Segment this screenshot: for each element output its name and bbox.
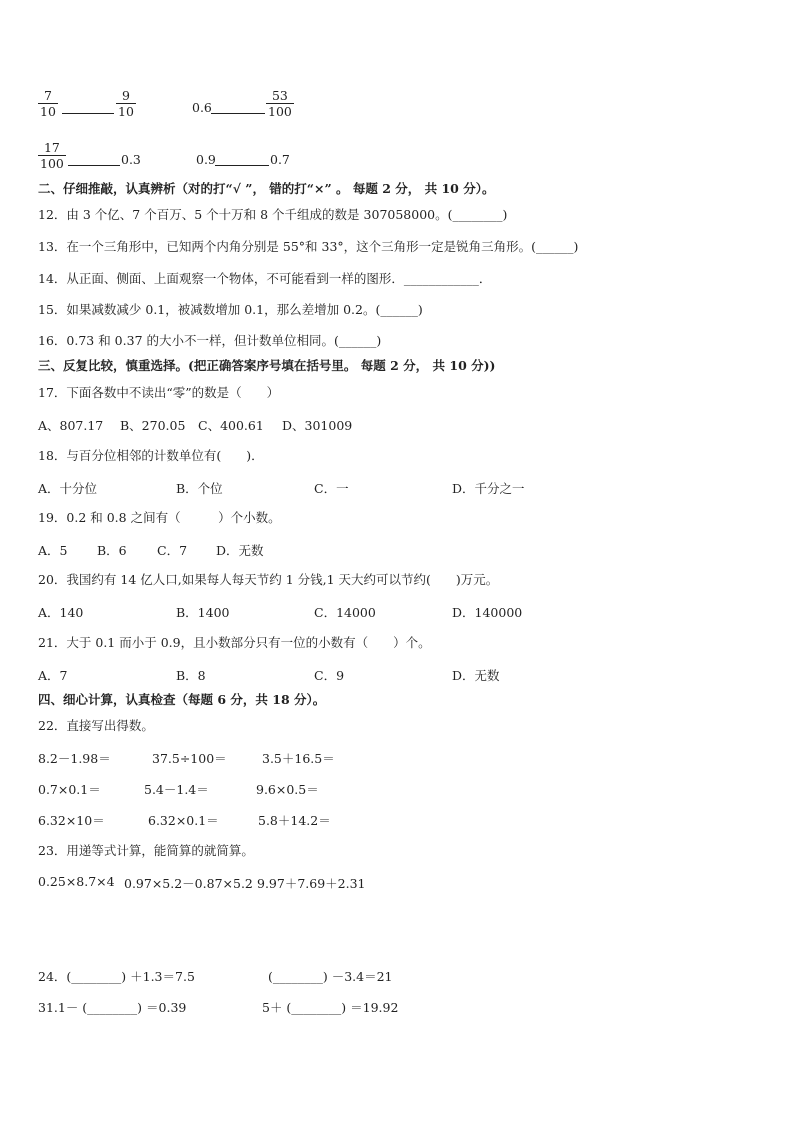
value-0.6: 0.6 [192, 100, 212, 115]
q23-item-3: 9.97＋7.69＋2.31 [257, 876, 366, 891]
q21-option-b[interactable]: B．8 [176, 668, 206, 683]
q18-option-a[interactable]: A．十分位 [38, 481, 98, 496]
calc-1-1: 8.2－1.98＝ [38, 751, 111, 766]
numerator: 7 [43, 88, 52, 103]
q19-option-b[interactable]: B．6 [97, 543, 127, 558]
q21-option-c[interactable]: C．9 [314, 668, 345, 683]
value-0.3: 0.3 [121, 152, 141, 167]
question-19: 19．0.2 和 0.8 之间有（ ）个小数。 [38, 510, 281, 525]
question-18: 18．与百分位相邻的计数单位有( )． [38, 448, 264, 463]
q17-option-d[interactable]: D、301009 [282, 418, 353, 433]
q18-option-b[interactable]: B．个位 [176, 481, 223, 496]
fraction-17-100 [38, 140, 66, 171]
question-15: 15．如果减数减少 0.1，被减数增加 0.1，那么差增加 0.2。(______) [38, 302, 423, 317]
numerator: 53 [271, 88, 288, 103]
question-21: 21．大于 0.1 而小于 0.9，且小数部分只有一位的小数有（ ）个。 [38, 635, 431, 650]
q20-option-a[interactable]: A．140 [38, 605, 84, 620]
answer-blank[interactable] [68, 165, 120, 166]
answer-blank[interactable] [62, 113, 114, 114]
q17-option-a[interactable]: A、807.17 [38, 418, 104, 433]
numerator: 17 [43, 140, 60, 155]
denominator: 10 [118, 104, 134, 119]
q20-option-b[interactable]: B．1400 [176, 605, 230, 620]
calc-1-2: 37.5÷100＝ [152, 751, 227, 766]
q24-item-1: 24．(________) ＋1.3＝7.5 [38, 969, 195, 984]
question-20: 20．我国约有 14 亿人口,如果每人每天节约 1 分钱,1 天大约可以节约( )万元。 [38, 572, 499, 587]
q20-option-d[interactable]: D．140000 [452, 605, 523, 620]
section3-heading: 三、反复比较，慎重选择。(把正确答案序号填在括号里。 每题 2 分， 共 10 分)) [38, 358, 496, 373]
answer-blank[interactable] [215, 165, 269, 166]
q17-option-b[interactable]: B、270.05 [120, 418, 186, 433]
question-14: 14．从正面、侧面、上面观察一个物体，不可能看到一样的图形．____________． [38, 271, 492, 286]
q21-option-a[interactable]: A．7 [38, 668, 68, 683]
q20-option-c[interactable]: C．14000 [314, 605, 376, 620]
q19-option-a[interactable]: A．5 [38, 543, 68, 558]
q24-item-3: 31.1－ (________) ＝0.39 [38, 1000, 187, 1015]
question-17: 17．下面各数中不读出“零”的数是（ ） [38, 385, 280, 400]
calc-3-3: 5.8＋14.2＝ [258, 813, 331, 828]
section2-heading: 二、仔细推敲，认真辨析（对的打“√ ”， 错的打“×” 。 每题 2 分， 共 10 分）。 [38, 181, 495, 196]
q24-item-4: 5＋ (________) ＝19.92 [262, 1000, 399, 1015]
q23-item-2: 0.97×5.2－0.87×5.2 [124, 876, 253, 891]
q21-option-d[interactable]: D．无数 [452, 668, 500, 683]
calc-2-1: 0.7×0.1＝ [38, 782, 101, 797]
calc-2-3: 9.6×0.5＝ [256, 782, 319, 797]
q19-option-c[interactable]: C．7 [157, 543, 188, 558]
numerator: 9 [121, 88, 130, 103]
calc-1-3: 3.5＋16.5＝ [262, 751, 335, 766]
q19-option-d[interactable]: D．无数 [216, 543, 264, 558]
question-13: 13．在一个三角形中，已知两个内角分别是 55°和 33°，这个三角形一定是锐角三角形。(______) [38, 239, 579, 254]
question-22: 22．直接写出得数。 [38, 718, 154, 733]
q18-option-c[interactable]: C．一 [314, 481, 349, 496]
fraction-9-10 [116, 88, 136, 119]
question-12: 12．由 3 个亿、7 个百万、5 个十万和 8 个千组成的数是 307058000。(________) [38, 207, 508, 222]
calc-2-2: 5.4－1.4＝ [144, 782, 209, 797]
section4-heading: 四、细心计算，认真检查（每题 6 分，共 18 分）。 [38, 692, 326, 707]
q18-option-d[interactable]: D．千分之一 [452, 481, 525, 496]
answer-blank[interactable] [211, 113, 265, 114]
denominator: 100 [268, 104, 292, 119]
q23-item-1: 0.25×8.7×4 [38, 874, 115, 889]
q24-item-2: (________) －3.4＝21 [268, 969, 393, 984]
denominator: 10 [40, 104, 56, 119]
fraction-53-100 [266, 88, 294, 119]
denominator: 100 [40, 156, 64, 171]
fraction-7-10 [38, 88, 58, 119]
question-16: 16．0.73 和 0.37 的大小不一样，但计数单位相同。(______) [38, 333, 382, 348]
calc-3-1: 6.32×10＝ [38, 813, 105, 828]
question-23: 23．用递等式计算，能简算的就简算。 [38, 843, 254, 858]
value-0.7: 0.7 [270, 152, 290, 167]
value-0.9: 0.9 [196, 152, 216, 167]
calc-3-2: 6.32×0.1＝ [148, 813, 219, 828]
q17-option-c[interactable]: C、400.61 [198, 418, 264, 433]
